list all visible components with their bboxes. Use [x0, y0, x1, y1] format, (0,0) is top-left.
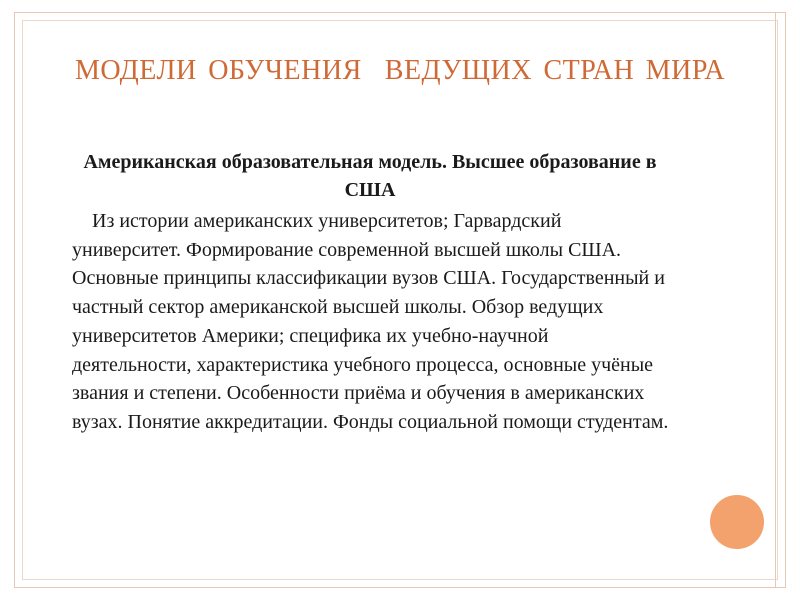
decorative-circle — [710, 495, 764, 549]
slide-subtitle: Американская образовательная модель. Высшее образование в США — [83, 151, 657, 201]
slide-title: МОДЕЛИ ОБУЧЕНИЯ ВЕДУЩИХ СТРАН МИРА — [74, 55, 726, 86]
slide-body-text: Из истории американских университетов; Гарвардский университет. Формирование современной высшей школы США. Основные принципы классификации вузов США. Государственный и частный сектор американской высшей школы. Обзор ведущих университетов Америки; специфика их учебно-научной деятельности, характеристика учебного процесса, основные учёные звания и степени. Особенности приёма и обучения в американских вузах. Понятие аккредитации. Фонды социальной помощи студентам. — [72, 210, 669, 433]
slide-frame-line — [775, 12, 776, 588]
